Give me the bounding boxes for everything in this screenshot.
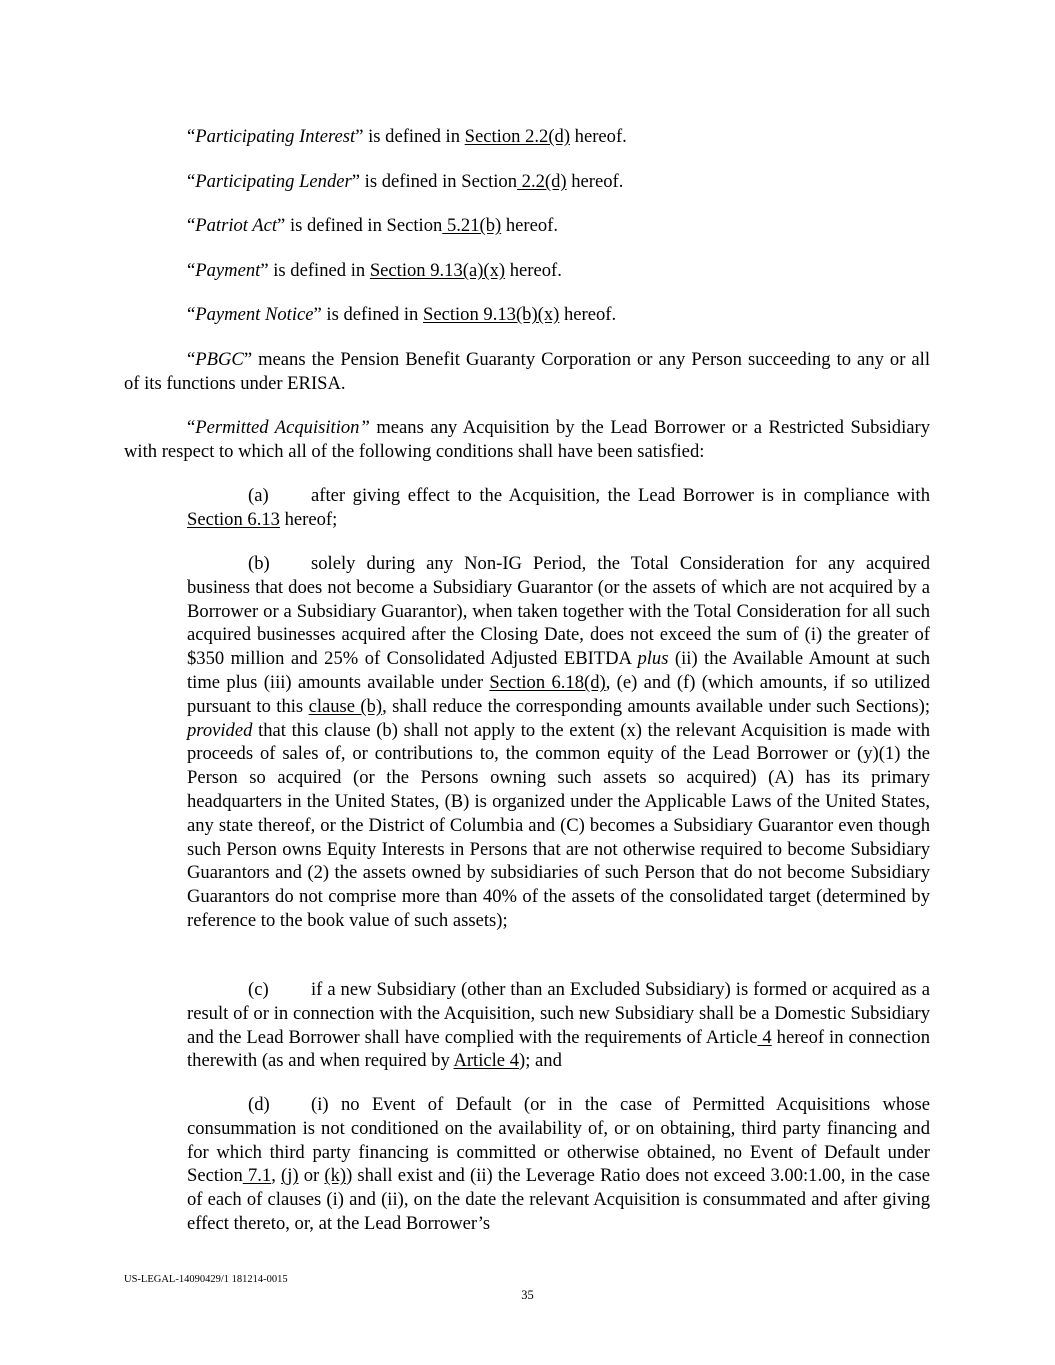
clause-label: (a) <box>248 485 269 506</box>
section-reference: 7.1 <box>242 1165 272 1187</box>
defined-term: PBGC <box>195 349 244 370</box>
clause-b: (b) solely during any Non-IG Period, the Total Consideration for any acquired business that does not become a Subsidiary Guarantor (or the assets of which are not acquired by a Borrower or a Subsidiary Guarantor), when taken together with the Total Consideration for all such acquired businesses acquired after the Closing Date, does not exceed the sum of (i) the greater of $350 million and 25% of Consolidated Adjusted EBITDA plus (ii) the Available Amount at such time plus (iii) amounts available under Section 6.18(d), (e) and (f) (which amounts, if so utilized pursuant to this clause (b), shall reduce the corresponding amounts available under such Sections); provided that this clause (b) shall not apply to the extent (x) the relevant Acquisition is made with proceeds of sales of, or contributions to, the common equity of the Lead Borrower or (y)(1) the Person so acquired (or the Persons owning such assets so acquired) (A) has its primary headquarters in the United States, (B) is organized under the Applicable Laws of the United States, any state thereof, or the District of Columbia and (C) becomes a Subsidiary Guarantor even though such Person owns Equity Interests in Persons that are not otherwise required to become Subsidiary Guarantors and (2) the assets owned by subsidiaries of such Person that do not become Subsidiary Guarantors do not comprise more than 40% of the assets of the consolidated target (determined by reference to the book value of such assets); <box>187 553 931 931</box>
clause-label: (d) <box>248 1094 270 1115</box>
definition-pbgc: “PBGC” means the Pension Benefit Guaranty Corporation or any Person succeeding to any or all of its functions under ERISA. <box>124 349 930 394</box>
definition-payment: “Payment” is defined in Section 9.13(a)(x) hereof. <box>187 260 562 281</box>
clause-c: (c) if a new Subsidiary (other than an Excluded Subsidiary) is formed or acquired as a result of or in connection with the Acquisition, such new Subsidiary shall be a Domestic Subsidiary and the Lead Borrower shall have complied with the requirements of Article 4 hereof in connection therewith (as and when required by Article 4); and <box>187 979 931 1072</box>
section-reference: Section 6.13 <box>187 508 280 530</box>
article-reference: Article 4 <box>453 1050 520 1072</box>
section-reference: (k) <box>324 1165 347 1187</box>
definition-payment-notice: “Payment Notice” is defined in Section 9.13(b)(x) hereof. <box>187 304 617 325</box>
document-id: US-LEGAL-14090429/1 181214-0015 <box>124 1274 288 1285</box>
section-reference: Section 9.13(b)(x) <box>423 304 560 325</box>
page-number: 35 <box>521 1288 534 1302</box>
definition-patriot-act: “Patriot Act” is defined in Section 5.21(b) hereof. <box>187 215 558 236</box>
section-reference: 2.2(d) <box>517 171 567 192</box>
defined-term: Participating Lender <box>195 171 352 192</box>
clause-a: (a) after giving effect to the Acquisition, the Lead Borrower is in compliance with Section 6.13 hereof; <box>187 485 930 530</box>
clause-reference: clause (b) <box>308 695 383 717</box>
definition-permitted-acquisition: “Permitted Acquisition” means any Acquisition by the Lead Borrower or a Restricted Subsidiary with respect to which all of the following conditions shall have been satisfied: <box>124 417 930 462</box>
definition-participating-interest: “Participating Interest” is defined in Section 2.2(d) hereof. <box>187 126 627 147</box>
section-reference: Section 9.13(a)(x) <box>369 260 506 281</box>
clause-d: (d) (i) no Event of Default (or in the case of Permitted Acquisitions whose consummation is not conditioned on the availability of, or on obtaining, third party financing and for which third party financing is committed or otherwise obtained, no Event of Default under Section 7.1, (j) or (k)) shall exist and (ii) the Leverage Ratio does not exceed 3.00:1.00, in the case of each of clauses (i) and (ii), on the date the relevant Acquisition is consummated and after giving effect thereto, or, at the Lead Borrower’s <box>187 1094 931 1234</box>
defined-term: Payment <box>195 260 261 281</box>
section-reference: Section 2.2(d) <box>464 126 571 147</box>
definition-participating-lender: “Participating Lender” is defined in Section 2.2(d) hereof. <box>187 171 624 192</box>
article-reference: 4 <box>757 1026 772 1048</box>
clause-label: (b) <box>248 553 270 574</box>
section-reference: (j) <box>281 1165 299 1187</box>
defined-term: Permitted Acquisition” <box>195 417 370 438</box>
section-reference: Section 6.18(d) <box>489 671 606 693</box>
defined-term: Participating Interest <box>195 126 356 147</box>
section-reference: 5.21(b) <box>442 215 502 236</box>
clause-label: (c) <box>248 979 269 1000</box>
defined-term: Patriot Act <box>195 215 278 236</box>
defined-term: Payment Notice <box>195 304 314 325</box>
